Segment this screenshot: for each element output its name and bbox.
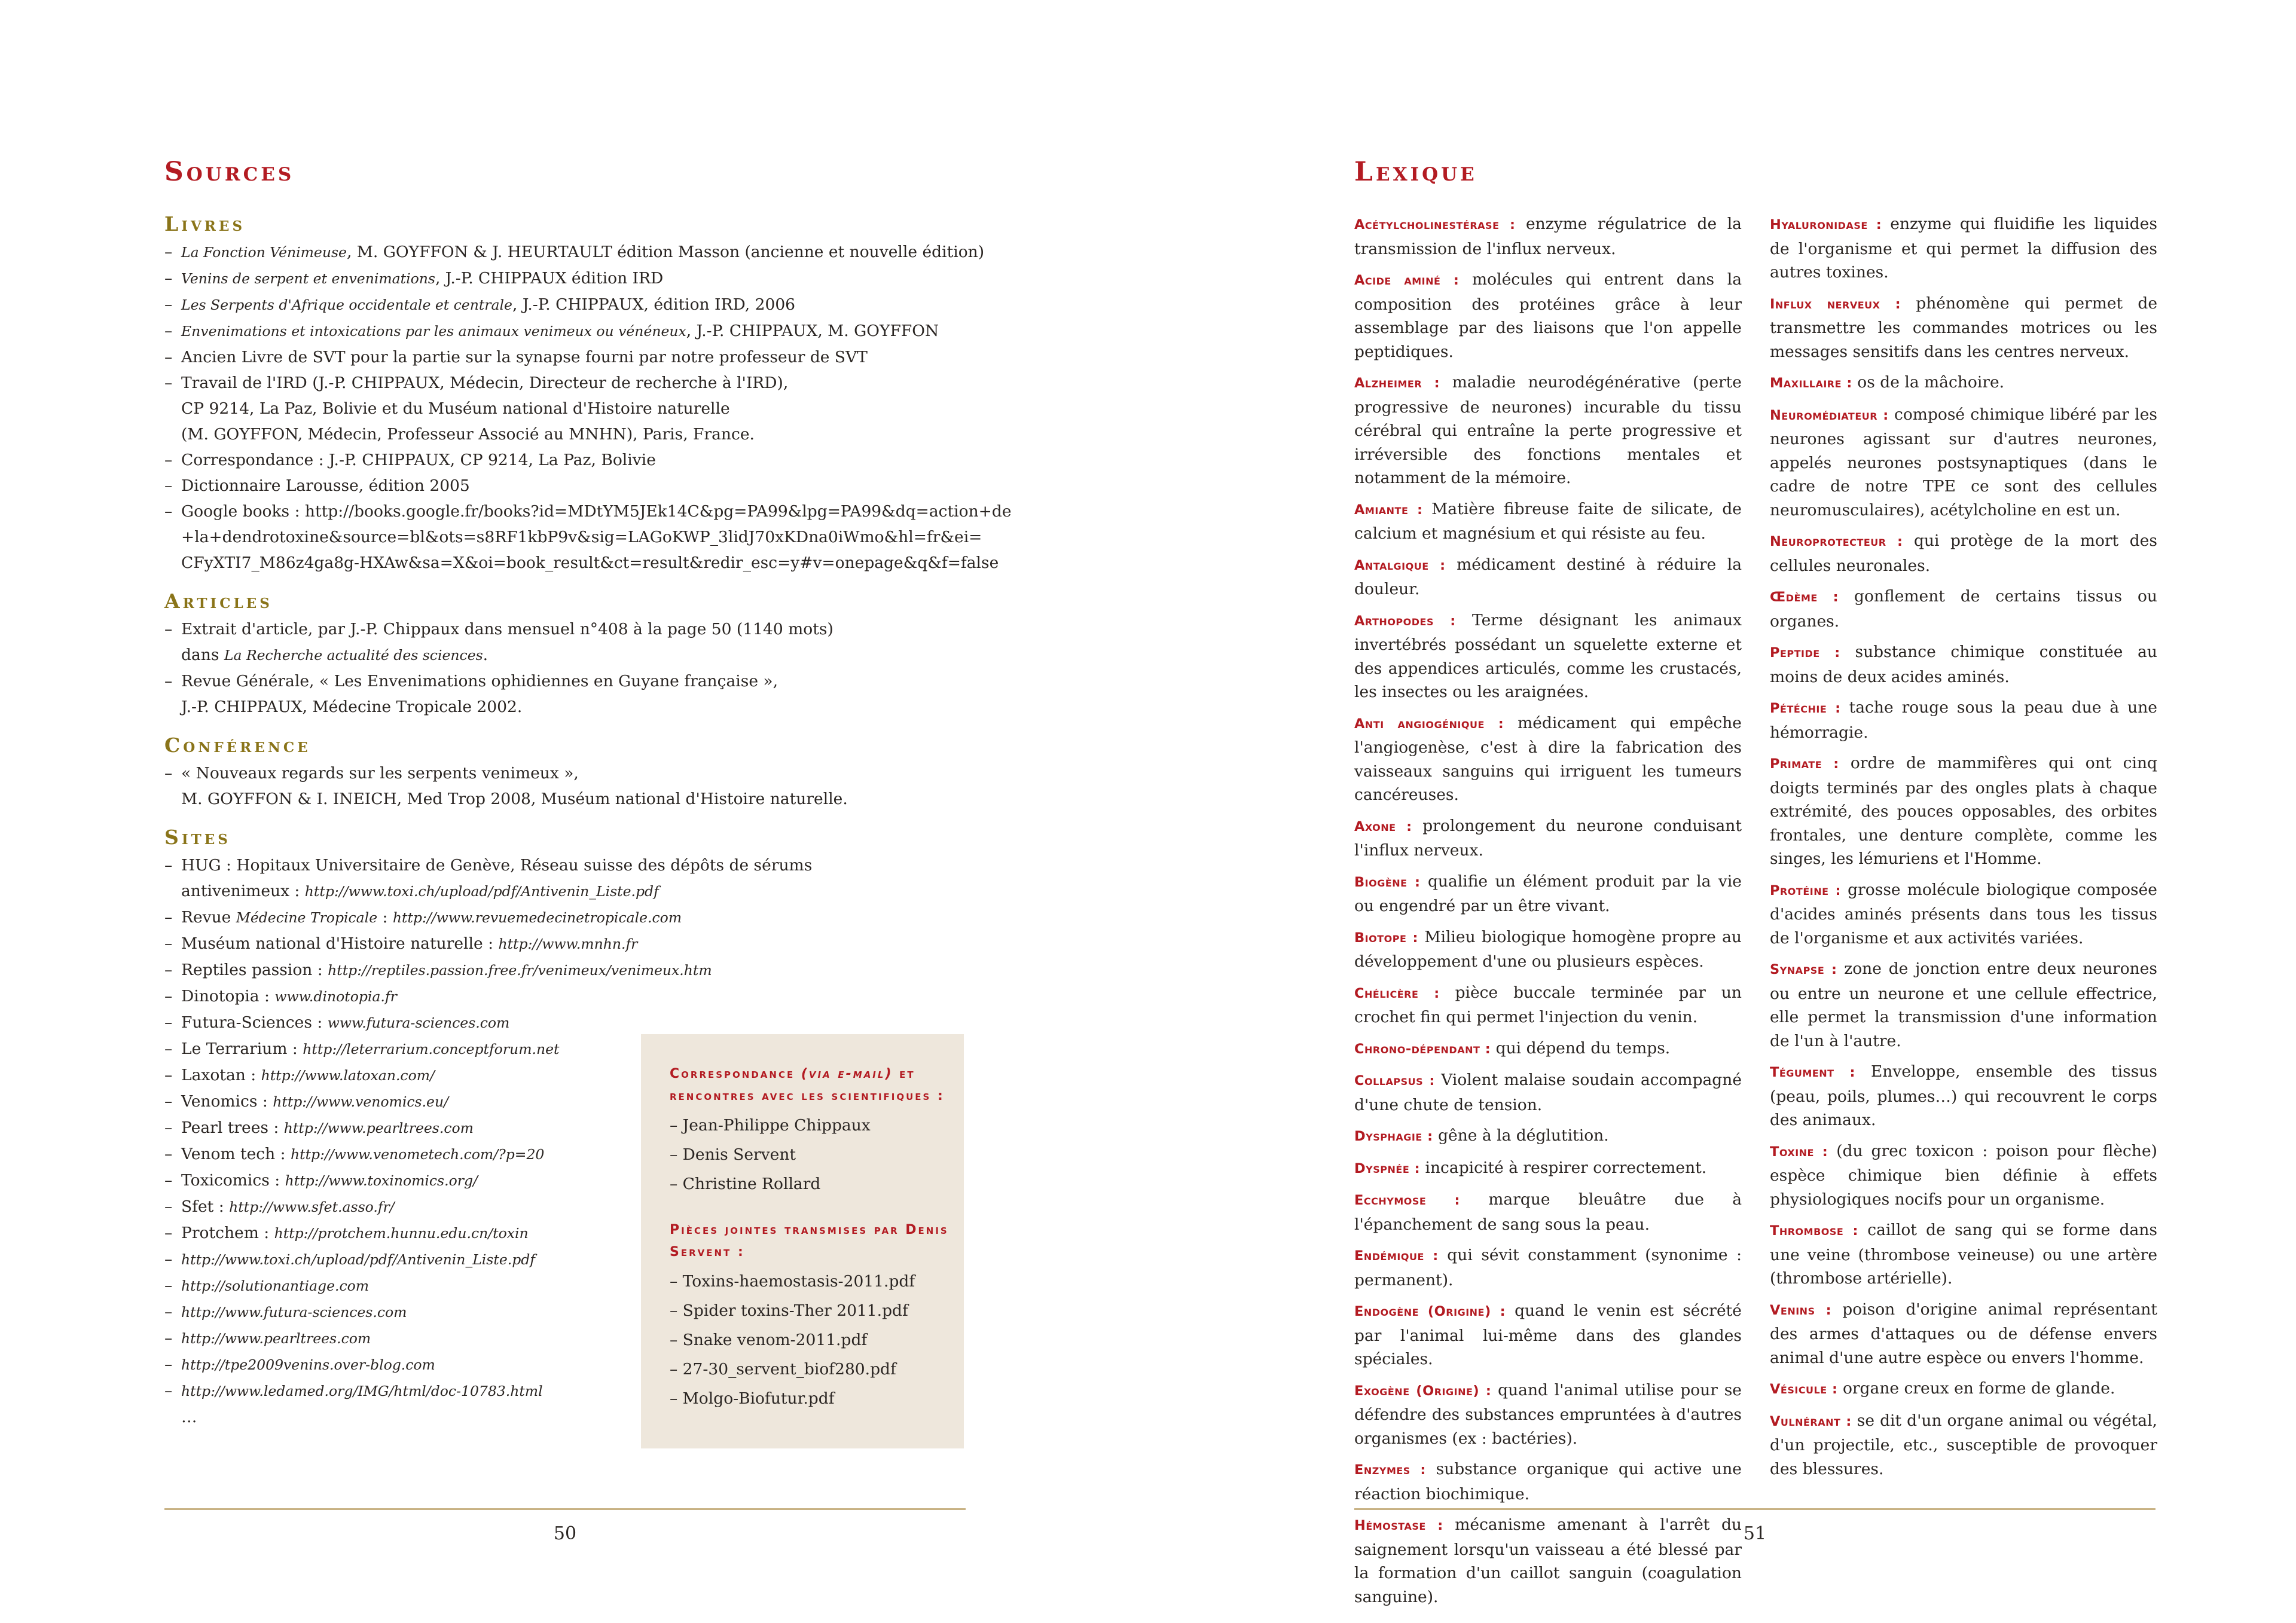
text: , J.-P. CHIPPAUX, M. GOYFFON	[686, 322, 939, 340]
glossary-term: Thrombose :	[1770, 1223, 1858, 1239]
section-heading: Conférence	[164, 733, 311, 757]
contacts-list	[670, 1111, 952, 1199]
text: Venomics :	[181, 1092, 273, 1111]
source-list	[164, 616, 975, 720]
glossary-entry	[1354, 1068, 1742, 1117]
glossary-term: Biotope :	[1354, 930, 1419, 946]
text: Dinotopia :	[181, 987, 275, 1005]
glossary-entry	[1354, 1037, 1742, 1062]
glossary-definition: maladie neurodégénérative (perte progressive de neurones) incurable du tissu cérébral qui entraîne la perte progressive et irréversible des fonctions mentales et notamment de la mémoire.	[1354, 373, 1742, 487]
dash-bullet: –	[164, 620, 173, 638]
glossary-definition: pièce buccale terminée par un crochet fin qui permet l'injection du venin.	[1354, 983, 1742, 1026]
footer-rule	[1354, 1508, 2155, 1510]
text: dans	[181, 646, 224, 664]
source-item	[164, 931, 975, 957]
source-item	[164, 550, 999, 576]
source-item	[164, 786, 975, 812]
lexique-column-1	[1354, 212, 1742, 1616]
source-item	[164, 447, 975, 473]
dash-bullet: –	[164, 1145, 173, 1163]
lexique-title: Lexique	[1354, 157, 1477, 187]
dash-bullet: –	[164, 1355, 173, 1374]
italic-text: La Recherche actualité des sciences	[224, 647, 483, 664]
italic-text: www.futura-sciences.com	[327, 1014, 510, 1031]
italic-text: http://www.sfet.asso.fr/	[229, 1199, 395, 1215]
text: …	[181, 1408, 197, 1426]
text: Laxotan :	[181, 1066, 261, 1084]
italic-text: http://www.mnhn.fr	[498, 936, 638, 952]
glossary-term: Exogène (Origine) :	[1354, 1383, 1492, 1399]
source-item	[164, 370, 975, 396]
text: , M. GOYFFON & J. HEURTAULT édition Masson (ancienne et nouvelle édition)	[346, 243, 985, 261]
glossary-definition: Enveloppe, ensemble des tissus (peau, poils, plumes…) qui recouvrent le corps des animaux.	[1770, 1062, 2157, 1129]
text: Venom tech :	[181, 1145, 291, 1163]
text: , J.-P. CHIPPAUX édition IRD	[435, 269, 664, 288]
source-item	[164, 421, 975, 447]
glossary-definition: composé chimique libéré par les neurones agissant sur d'autres neurones, appelés neurones postsynaptiques (dans le cadre de notre TPE ce sont des cellules neuromusculaires), acétylcholine en est un.	[1770, 405, 2157, 519]
glossary-entry	[1770, 1139, 2157, 1212]
dash-bullet: –	[164, 1092, 173, 1111]
source-item	[164, 760, 975, 786]
source-item	[164, 904, 975, 931]
text: Le Terrarium :	[181, 1040, 303, 1058]
glossary-definition: marque bleuâtre due à l'épanchement de sang sous la peau.	[1354, 1190, 1742, 1234]
dash-bullet: –	[164, 1329, 173, 1347]
source-list	[164, 239, 1012, 576]
glossary-definition: ordre de mammifères qui ont cinq doigts terminés par des ongles plats à chaque extrémité, des pouces opposables, des orbites frontales, une denture complète, comme les singes, les lémuriens et l'Homme.	[1770, 754, 2157, 868]
glossary-term: Pétéchie :	[1770, 701, 1841, 716]
source-item	[164, 344, 975, 370]
glossary-definition: enzyme qui fluidifie les liquides de l'organisme et qui permet la diffusion des autres toxines.	[1770, 215, 2157, 282]
glossary-entry	[1354, 497, 1742, 546]
source-item	[164, 642, 975, 668]
glossary-entry	[1770, 371, 2157, 396]
italic-text: Médecine Tropicale	[236, 909, 378, 926]
glossary-term: Chrono-dépendant :	[1354, 1041, 1491, 1057]
text: Correspondance : J.-P. CHIPPAUX, CP 9214, La Paz, Bolivie	[181, 451, 656, 469]
italic-text: La Fonction Vénimeuse	[181, 244, 347, 261]
italic-text: http://www.venometech.com/?p=20	[290, 1146, 545, 1163]
dash-bullet: –	[164, 502, 173, 521]
text: CP 9214, La Paz, Bolivie et du Muséum national d'Histoire naturelle	[181, 399, 730, 418]
text: (M. GOYFFON, Médecin, Professeur Associé au MNHN), Paris, France.	[181, 425, 755, 444]
glossary-definition: médicament qui empêche l'angiogenèse, c'est à dire la fabrication des vaisseaux sanguins qui irriguent les tumeurs cancéreuses.	[1354, 713, 1742, 804]
glossary-entry	[1354, 212, 1742, 261]
source-item	[164, 878, 975, 904]
source-item	[164, 524, 982, 550]
dash-bullet: –	[164, 295, 173, 314]
glossary-term: Primate :	[1770, 756, 1839, 772]
footer-rule	[164, 1508, 966, 1510]
glossary-term: Neuromédiateur :	[1770, 407, 1889, 423]
dash-bullet: –	[164, 1381, 173, 1400]
text: Ancien Livre de SVT pour la partie sur la synapse fourni par notre professeur de SVT	[181, 348, 868, 366]
source-item	[164, 239, 985, 265]
glossary-definition: qui sévit constamment (synonime : permanent).	[1354, 1246, 1742, 1289]
dash-bullet: –	[164, 961, 173, 979]
glossary-entry	[1354, 870, 1742, 918]
glossary-entry	[1354, 1299, 1742, 1371]
glossary-definition: os de la mâchoire.	[1852, 373, 2005, 392]
glossary-entry	[1354, 711, 1742, 807]
glossary-entry	[1354, 981, 1742, 1029]
glossary-definition: Terme désignant les animaux invertébrés possédant un squelette externe et des appendices articulés, comme les crustacés, les insectes ou les araignées.	[1354, 610, 1742, 701]
glossary-definition: grosse molécule biologique composée d'acides aminés présents dans tous les tissus de l'organisme et aux activités variées.	[1770, 880, 2157, 947]
text: antivenimeux :	[181, 882, 305, 900]
glossary-definition: organe creux en forme de glande.	[1837, 1379, 2115, 1398]
italic-text: http://www.pearltrees.com	[283, 1120, 474, 1136]
correspondence-box	[641, 1034, 964, 1448]
glossary-term: Alzheimer :	[1354, 375, 1440, 391]
glossary-entry	[1770, 696, 2157, 744]
glossary-term: Dyspnée :	[1354, 1160, 1421, 1176]
glossary-definition: gonflement de certains tissus ou organes.	[1770, 587, 2157, 631]
text: Sfet :	[181, 1197, 230, 1216]
italic-text: http://www.latoxan.com/	[261, 1067, 435, 1084]
text: J.-P. CHIPPAUX, Médecine Tropicale 2002.	[181, 698, 523, 716]
text: Revue	[181, 908, 236, 927]
text: Extrait d'article, par J.-P. Chippaux dans mensuel n°408 à la page 50 (1140 mots)	[181, 620, 833, 638]
page-number: 50	[553, 1523, 577, 1544]
glossary-term: Axone :	[1354, 818, 1412, 835]
glossary-term: Endogène (Origine) :	[1354, 1304, 1506, 1319]
glossary-definition: enzyme régulatrice de la transmission de l'influx nerveux.	[1354, 215, 1742, 258]
glossary-entry	[1354, 814, 1742, 863]
section-heading: Livres	[164, 212, 246, 236]
glossary-term: Biogène :	[1354, 874, 1421, 890]
dash-bullet: –	[164, 1276, 173, 1295]
glossary-term: Influx nerveux :	[1770, 296, 1901, 312]
glossary-entry	[1354, 268, 1742, 363]
text: M. GOYFFON & I. INEICH, Med Trop 2008, Muséum national d'Histoire naturelle.	[181, 790, 848, 808]
glossary-entry	[1770, 1298, 2157, 1370]
glossary-term: Hyaluronidase :	[1770, 217, 1882, 233]
text: HUG : Hopitaux Universitaire de Genève, Réseau suisse des dépôts de sérums	[181, 856, 813, 875]
section-heading: Articles	[164, 589, 273, 613]
glossary-entry	[1354, 1124, 1742, 1149]
text: .	[483, 646, 488, 664]
italic-text: http://solutionantiage.com	[181, 1277, 370, 1294]
text: +la+dendrotoxine&source=bl&ots=s8RF1kbP9v&sig=LAGoKWP_3lidJ70xKDna0iWmo&hl=fr&ei=	[181, 528, 982, 546]
glossary-term: Amiante :	[1354, 502, 1423, 518]
dash-bullet: –	[164, 1224, 173, 1242]
text: Revue Générale, « Les Envenimations ophidiennes en Guyane française »,	[181, 672, 778, 690]
glossary-term: Maxillaire :	[1770, 375, 1852, 391]
text: Pearl trees :	[181, 1118, 284, 1137]
glossary-term: Vésicule :	[1770, 1381, 1838, 1397]
source-item	[164, 983, 975, 1010]
glossary-definition: substance organique qui active une réaction biochimique.	[1354, 1460, 1742, 1503]
glossary-definition: se dit d'un organe animal ou végétal, d'un projectile, etc., susceptible de provoquer des blessures.	[1770, 1411, 2158, 1478]
glossary-definition: qui protège de la mort des cellules neuronales.	[1770, 531, 2157, 575]
glossary-entry	[1354, 1513, 1742, 1609]
text: Protchem :	[181, 1224, 274, 1242]
sources-title: Sources	[164, 157, 295, 187]
glossary-entry	[1354, 553, 1742, 601]
glossary-entry	[1770, 957, 2157, 1053]
italic-text: www.dinotopia.fr	[274, 988, 397, 1005]
dash-bullet: –	[164, 764, 173, 783]
glossary-definition: caillot de sang qui se forme dans une veine (thrombose veineuse) ou une artère (thrombose artérielle).	[1770, 1221, 2157, 1288]
italic-text: http://www.toxinomics.org/	[285, 1172, 478, 1189]
source-item	[164, 473, 975, 499]
attachments-list	[670, 1267, 952, 1413]
glossary-definition: quand le venin est sécrété par l'animal lui-même dans des glandes spéciales.	[1354, 1301, 1742, 1368]
glossary-entry	[1770, 1409, 2157, 1481]
source-list	[164, 760, 975, 812]
text: « Nouveaux regards sur les serpents venimeux »,	[181, 764, 579, 783]
glossary-definition: qualifie un élément produit par la vie ou engendré par un être vivant.	[1354, 872, 1742, 915]
glossary-entry	[1354, 1457, 1742, 1506]
text: CFyXTI7_M86z4ga8g-HXAw&sa=X&oi=book_result&ct=result&redir_esc=y#v=onepage&q&f=false	[181, 554, 999, 572]
source-item	[164, 694, 975, 720]
attachment-item: – Molgo-Biofutur.pdf	[670, 1389, 835, 1408]
glossary-term: Anti angiogénique :	[1354, 716, 1504, 732]
glossary-term: Neuroprotecteur :	[1770, 534, 1903, 549]
dash-bullet: –	[164, 1303, 173, 1321]
glossary-entry	[1770, 529, 2157, 577]
attachment-item: – Spider toxins-Ther 2011.pdf	[670, 1301, 908, 1320]
italic-text: http://www.pearltrees.com	[181, 1330, 371, 1347]
italic-text: http://www.futura-sciences.com	[181, 1304, 407, 1321]
glossary-definition: médicament destiné à réduire la douleur.	[1354, 555, 1742, 598]
glossary-term: Dysphagie :	[1354, 1129, 1433, 1144]
dash-bullet: –	[164, 934, 173, 953]
source-item	[164, 957, 975, 983]
glossary-term: Collapsus :	[1354, 1073, 1435, 1089]
page-number: 51	[1743, 1523, 1767, 1544]
source-item	[164, 265, 975, 292]
glossary-entry	[1354, 609, 1742, 704]
italic-text: Venins de serpent et envenimations	[181, 270, 435, 287]
source-item	[164, 852, 975, 878]
glossary-term: Vulnérant :	[1770, 1413, 1852, 1429]
italic-text: http://tpe2009venins.over-blog.com	[181, 1356, 435, 1373]
text: Muséum national d'Histoire naturelle :	[181, 934, 499, 953]
text: :	[377, 908, 393, 927]
text: Travail de l'IRD (J.-P. CHIPPAUX, Médecin, Directeur de recherche à l'IRD),	[181, 374, 789, 392]
dash-bullet: –	[164, 269, 173, 288]
text: Google books : http://books.google.fr/books?id=MDtYM5JEk14C&pg=PA99&lpg=PA99&dq=action+de	[181, 502, 1012, 521]
dash-bullet: –	[164, 374, 173, 392]
dash-bullet: –	[164, 1118, 173, 1137]
glossary-definition: substance chimique constituée au moins de deux acides aminés.	[1770, 643, 2157, 686]
glossary-entry	[1770, 640, 2157, 689]
glossary-entry	[1770, 878, 2157, 950]
dash-bullet: –	[164, 451, 173, 469]
glossary-definition: tache rouge sous la peau due à une hémorragie.	[1770, 698, 2157, 742]
glossary-entry	[1770, 1218, 2157, 1291]
section-heading: Sites	[164, 826, 231, 849]
glossary-term: Acétylcholinestérase :	[1354, 217, 1516, 233]
dash-bullet: –	[164, 243, 173, 261]
glossary-entry	[1354, 1243, 1742, 1292]
glossary-entry	[1354, 1156, 1742, 1181]
glossary-definition: incapicité à respirer correctement.	[1420, 1158, 1707, 1177]
glossary-term: Venins :	[1770, 1302, 1832, 1318]
glossary-entry	[1770, 403, 2157, 522]
glossary-definition: quand l'animal utilise pour se défendre des substances empruntées à d'autres organismes (ex : bactéries).	[1354, 1380, 1742, 1448]
attachment-item: – Snake venom-2011.pdf	[670, 1331, 868, 1349]
source-item	[164, 318, 975, 344]
dash-bullet: –	[164, 322, 173, 340]
text: Dictionnaire Larousse, édition 2005	[181, 476, 470, 495]
attachments-heading: Pièces jointes transmises par Denis Servent :	[670, 1222, 949, 1260]
source-item	[164, 1010, 975, 1036]
source-item	[164, 668, 975, 694]
dash-bullet: –	[164, 1066, 173, 1084]
right-page	[1148, 0, 2296, 1623]
dash-bullet: –	[164, 1013, 173, 1032]
text: Reptiles passion :	[181, 961, 328, 979]
glossary-term: Protéine :	[1770, 882, 1842, 898]
glossary-term: Acide aminé :	[1354, 273, 1460, 288]
glossary-definition: mécanisme amenant à l'arrêt du saignement lorsqu'un vaisseau a été blessé par la formation d'un caillot sanguin (coagulation sanguine).	[1354, 1515, 1742, 1606]
dash-bullet: –	[164, 856, 173, 875]
glossary-definition: Violent malaise soudain accompagné d'une chute de tension.	[1354, 1071, 1742, 1114]
dash-bullet: –	[164, 1197, 173, 1216]
glossary-entry	[1354, 1379, 1742, 1451]
dash-bullet: –	[164, 1040, 173, 1058]
dash-bullet: –	[164, 1250, 173, 1269]
italic-text: http://www.venomics.eu/	[273, 1093, 448, 1110]
glossary-term: Endémique :	[1354, 1248, 1439, 1264]
glossary-term: Hémostase :	[1354, 1518, 1443, 1533]
italic-text: Les Serpents d'Afrique occidentale et centrale	[181, 297, 512, 313]
glossary-entry	[1770, 585, 2157, 633]
glossary-definition: poison d'origine animal représentant des armes d'attaques ou de défense envers animal d'une autre espèce ou envers l'homme.	[1770, 1300, 2158, 1367]
italic-text: http://www.revuemedecinetropicale.com	[392, 909, 682, 926]
glossary-entry	[1354, 371, 1742, 490]
glossary-term: Arthopodes :	[1354, 613, 1456, 629]
glossary-definition: gêne à la déglutition.	[1433, 1126, 1609, 1145]
glossary-term: Synapse :	[1770, 962, 1837, 977]
glossary-entry	[1354, 1188, 1742, 1236]
dash-bullet: –	[164, 987, 173, 1005]
correspondence-heading: Correspondance (via e-mail) et rencontres avec les scientifiques :	[670, 1066, 945, 1104]
glossary-term: Tégument :	[1770, 1065, 1855, 1080]
source-item	[164, 292, 975, 318]
italic-text: http://leterrarium.conceptforum.net	[303, 1041, 560, 1057]
glossary-definition: (du grec toxicon : poison pour flèche) espèce chimique bien définie à effets physiologiques nocifs pour un organisme.	[1770, 1141, 2157, 1209]
glossary-definition: zone de jonction entre deux neurones ou entre un neurone et une cellule effectrice, elle permet la transmission d'une information de l'un à l'autre.	[1770, 959, 2157, 1050]
dash-bullet: –	[164, 476, 173, 495]
glossary-definition: prolongement du neurone conduisant l'influx nerveux.	[1354, 816, 1742, 860]
glossary-term: Chélicère :	[1354, 985, 1440, 1001]
italic-text: Envenimations et intoxications par les animaux venimeux ou vénéneux	[181, 323, 686, 340]
text: , J.-P. CHIPPAUX, édition IRD, 2006	[512, 295, 796, 314]
contact-item: – Jean-Philippe Chippaux	[670, 1116, 871, 1135]
glossary-entry	[1770, 1377, 2157, 1402]
attachment-item: – 27-30_servent_biof280.pdf	[670, 1360, 896, 1379]
source-item	[164, 616, 975, 642]
italic-text: http://reptiles.passion.free.fr/venimeux/venimeux.htm	[328, 962, 712, 979]
glossary-definition: phénomène qui permet de transmettre les commandes motrices ou les messages sensitifs dans les centres nerveux.	[1770, 294, 2157, 361]
attachment-item: – Toxins-haemostasis-2011.pdf	[670, 1272, 915, 1291]
dash-bullet: –	[164, 1171, 173, 1190]
dash-bullet: –	[164, 672, 173, 690]
italic-text: http://protchem.hunnu.edu.cn/toxin	[274, 1225, 529, 1242]
glossary-entry	[1770, 212, 2157, 285]
contact-item: – Denis Servent	[670, 1145, 796, 1164]
italic-text: http://www.toxi.ch/upload/pdf/Antivenin_Liste.pdf	[181, 1251, 535, 1268]
text: Futura-Sciences :	[181, 1013, 328, 1032]
glossary-definition: Milieu biologique homogène propre au développement d'une ou plusieurs espèces.	[1354, 927, 1742, 971]
italic-text: http://www.toxi.ch/upload/pdf/Antivenin_Liste.pdf	[304, 883, 659, 900]
glossary-term: Ecchymose :	[1354, 1193, 1461, 1208]
glossary-term: Enzymes :	[1354, 1462, 1426, 1478]
source-item	[164, 499, 1012, 524]
glossary-entry	[1770, 1060, 2157, 1132]
italic-text: http://www.ledamed.org/IMG/html/doc-10783.html	[181, 1383, 543, 1399]
glossary-definition: qui dépend du temps.	[1491, 1038, 1671, 1057]
source-item	[164, 396, 975, 421]
glossary-term: Toxine :	[1770, 1144, 1828, 1160]
contact-item: – Christine Rollard	[670, 1175, 821, 1193]
dash-bullet: –	[164, 348, 173, 366]
glossary-term: Peptide :	[1770, 645, 1840, 661]
glossary-entry	[1354, 925, 1742, 974]
glossary-term: Œdème :	[1770, 589, 1839, 605]
glossary-entry	[1770, 292, 2157, 364]
glossary-entry	[1770, 751, 2157, 871]
glossary-definition: molécules qui entrent dans la composition des protéines grâce à leur assemblage par des liaisons que l'on appelle peptidiques.	[1354, 270, 1742, 361]
lexique-column-2	[1770, 212, 2157, 1488]
dash-bullet: –	[164, 908, 173, 927]
glossary-definition: Matière fibreuse faite de silicate, de calcium et magnésium et qui résiste au feu.	[1354, 499, 1742, 543]
glossary-term: Antalgique :	[1354, 557, 1446, 573]
text: Toxicomics :	[181, 1171, 285, 1190]
